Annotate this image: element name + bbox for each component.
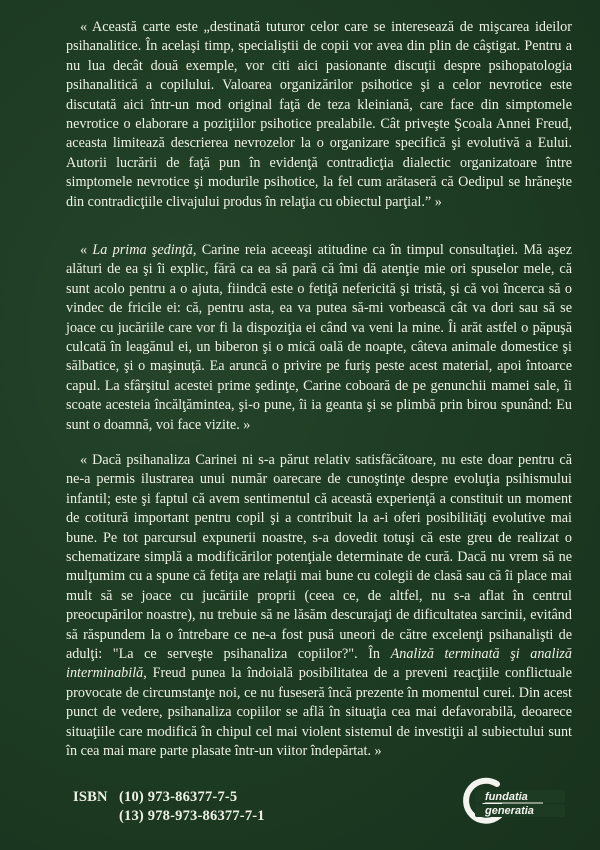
quote-3-book-title: Analiză terminată şi analiză interminabilă — [66, 646, 573, 682]
quote-2-italic: La prima şedinţă — [92, 242, 193, 258]
logo-line-2: generatia — [485, 805, 534, 817]
quote-2-open: « — [80, 242, 93, 258]
quote-2-text: , Carine reia aceeaşi atitudine ca în timpul consultaţiei. Mă aşez alături de ea şi îi explic, fără ca ea să pară că îmi dă atenţie mie ori spuselor mele, că sunt acolo pentru a o ajuta, fiindcă este o fetiţă nefericită şi tristă, şi că voi încerca să o vindec de fricile ei: că, pentru asta, ea va putea să-mi vorbească cât va dori sau să se joace cu jucăriile care vor fi la dispoziţia ei când va veni la mine. Îi arăt astfel o păpuşă culcată în leagănul ei, un biberon şi o mică oală de noapte, câteva animale domestice şi sălbatice, şi o maşinuţă. Ea aruncă o privire pe furiş peste acest material, apoi întoarce capul. La sfârşitul acestei prime şedinţe, Carine coboară de pe genunchii mamei sale, îi scoate acesteia încălţămintea, şi-o pune, îi ia geanta şi se plimbă prin birou spunând: Eu sunt o doamnă, voi face vizite. » — [66, 242, 572, 433]
quote-3-text-b: , Freud punea la îndoială posibilitatea de a preveni reacţiile conflictuale provocate de circumstanţe noi, ce nu fuseseră încă prezente în momentul curei. Din acest punct de vedere, psihanaliza copiilor se află în situaţia cea mai defavorabilă, deoarece situaţiile care modifică în chipul cel mai violent sistemul de investiţii al subiectului sunt în cea mai mare parte plasate într-un viitor îndepărtat. » — [66, 665, 572, 760]
quote-paragraph-1 — [66, 18, 572, 212]
isbn-13: (13) 978-973-86377-7-1 — [119, 808, 265, 824]
quote-1-text: « Această carte este „destinată tuturor celor care se interesează de mişcarea ideilor psihanalitice. În acelaşi timp, specialiştii de copii vor avea din plin de câştigat. Pentru a nu lua decât două exemple, vor citi aici pasionante discuţii despre psihopatologia psihanalitică a copilului. Valoarea organizărilor psihotice şi a celor nevrotice este discutată aici într-un mod original faţă de teza kleiniană, care face din simptomele nevrotice o elaborare a poziţiilor psihotice prealabile. Cât priveşte Şcoala Annei Freud, aceasta limitează descrierea nevrozelor la o organizare specifică şi evolutivă a Eului. Autorii lucrării de faţă pun în evidenţă contradicţia dialectic organizatoare între simptomele nevrotice şi modurile psihotice, la fel cum arătaseră că Oedipul se hrăneşte din contradicţiile clivajului produs în relaţia cu obiectul parţial.” » — [66, 19, 572, 210]
isbn-label: ISBN — [73, 789, 108, 805]
publisher-logo — [455, 776, 567, 826]
logo-line-1: fundatia — [485, 791, 528, 803]
quote-3-text-a: « Dacă psihanaliza Carinei ni s-a părut relativ satisfăcătoare, nu este doar pentru că ne-a permis ilustrarea unui număr oarecare de cunoştinţe despre evoluţia psihismului infantil; este şi faptul că avem sentimentul că această experienţă a constituit un moment de cotitură important pentru copil şi a contribuit la a-i oferi posibilităţi evolutive mai bune. Pe tot parcursul expunerii noastre, s-a dovedit totuşi că este greu de realizat o schematizare simplă a modificărilor potenţiale determinate de cură. Dacă nu vrem să ne mulţumim cu a spune că fetiţa are relaţii mai bune cu colegii de clasă sau că îi place mai mult să se joace cu jucăriile proprii (ceea ce, de altfel, nu s-a aflat în centrul preocupărilor noastre), nu trebuie să ne lăsăm descurajaţi de dificultatea sarcinii, evitând să răspundem la o întrebare ce ne-a fost pusă uneori de către excelenţi psihanalişti de adulţi: "La ce serveşte psihanaliza copiilor?". În — [66, 452, 572, 663]
quote-paragraph-2 — [66, 241, 572, 435]
isbn-block — [73, 788, 265, 826]
isbn-10: (10) 973-86377-7-5 — [119, 789, 238, 805]
quote-paragraph-3 — [66, 451, 572, 762]
